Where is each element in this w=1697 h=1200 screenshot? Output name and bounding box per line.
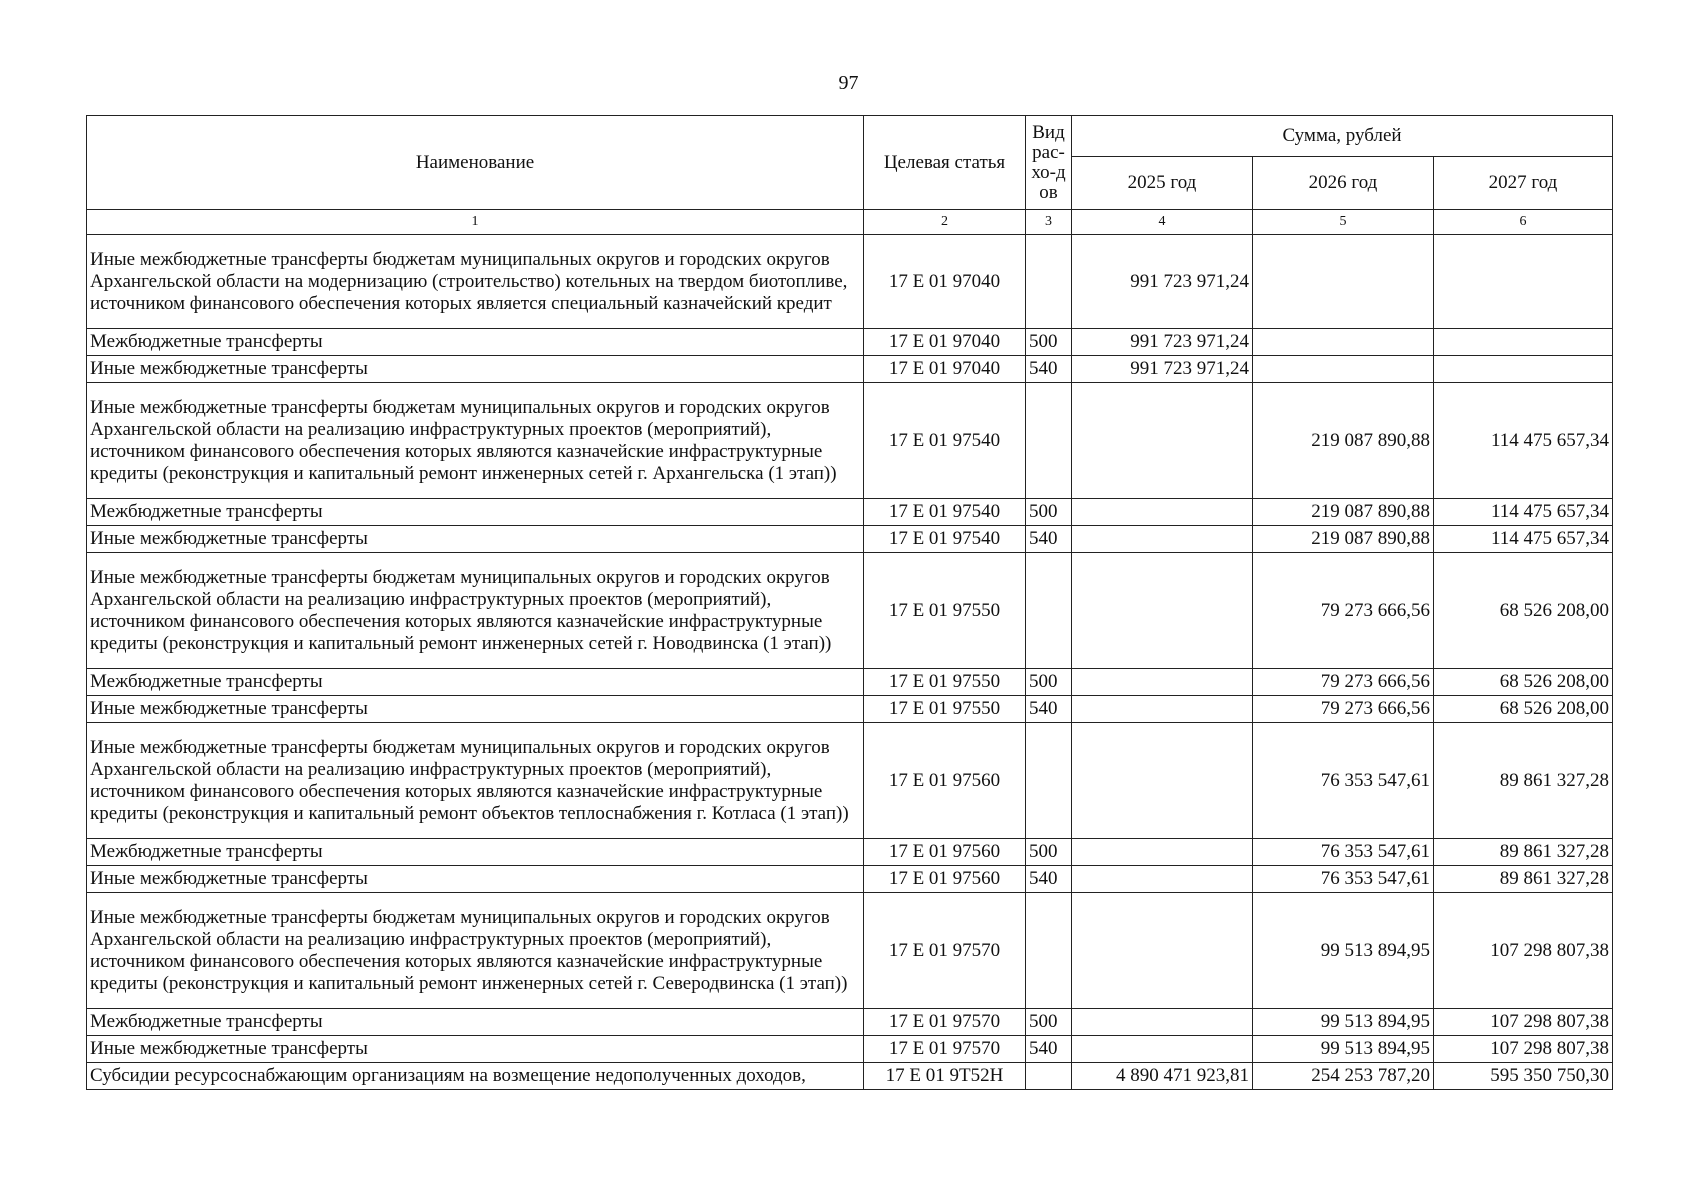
row-name: Межбюджетные трансферты xyxy=(87,499,864,526)
table-row xyxy=(87,235,1613,329)
column-number: 4 xyxy=(1072,210,1253,235)
header-year-2025: 2025 год xyxy=(1072,157,1253,210)
row-amount-2026: 79 273 666,56 xyxy=(1253,553,1434,669)
row-amount-2025: 991 723 971,24 xyxy=(1072,329,1253,356)
table-row xyxy=(87,1009,1613,1036)
row-amount-2025 xyxy=(1072,723,1253,839)
row-expense-kind: 540 xyxy=(1026,866,1072,893)
row-target-code: 17 Е 01 97570 xyxy=(864,893,1026,1009)
row-expense-kind xyxy=(1026,893,1072,1009)
header-year-2026: 2026 год xyxy=(1253,157,1434,210)
table-row xyxy=(87,356,1613,383)
row-target-code: 17 Е 01 97560 xyxy=(864,723,1026,839)
table-row xyxy=(87,723,1613,839)
row-amount-2027: 68 526 208,00 xyxy=(1434,553,1613,669)
row-amount-2025: 4 890 471 923,81 xyxy=(1072,1063,1253,1090)
column-numbers-row xyxy=(87,210,1613,235)
row-name: Иные межбюджетные трансферты бюджетам муниципальных округов и городских округов Архангельской области на реализацию инфраструктурных проектов (мероприятий), источником финансового обеспечения которых являются казначейские инфраструктурные кредиты (реконструкция и капитальный ремонт инженерных сетей г. Северодвинска (1 этап)) xyxy=(87,893,864,1009)
row-amount-2027: 68 526 208,00 xyxy=(1434,696,1613,723)
row-target-code: 17 Е 01 97040 xyxy=(864,235,1026,329)
table-row xyxy=(87,839,1613,866)
budget-table xyxy=(86,115,1613,1090)
table-row xyxy=(87,526,1613,553)
row-expense-kind: 500 xyxy=(1026,1009,1072,1036)
header-name: Наименование xyxy=(87,116,864,210)
row-amount-2027 xyxy=(1434,329,1613,356)
table-row xyxy=(87,866,1613,893)
table-row xyxy=(87,383,1613,499)
row-target-code: 17 Е 01 97570 xyxy=(864,1036,1026,1063)
row-expense-kind: 500 xyxy=(1026,839,1072,866)
row-amount-2026: 219 087 890,88 xyxy=(1253,499,1434,526)
row-amount-2025 xyxy=(1072,1009,1253,1036)
row-amount-2025 xyxy=(1072,866,1253,893)
row-target-code: 17 Е 01 97540 xyxy=(864,526,1026,553)
row-target-code: 17 Е 01 97570 xyxy=(864,1009,1026,1036)
row-amount-2026: 76 353 547,61 xyxy=(1253,866,1434,893)
row-name: Иные межбюджетные трансферты бюджетам муниципальных округов и городских округов Архангельской области на реализацию инфраструктурных проектов (мероприятий), источником финансового обеспечения которых являются казначейские инфраструктурные кредиты (реконструкция и капитальный ремонт объектов теплоснабжения г. Котласа (1 этап)) xyxy=(87,723,864,839)
row-name: Иные межбюджетные трансферты xyxy=(87,1036,864,1063)
row-amount-2026: 99 513 894,95 xyxy=(1253,1009,1434,1036)
row-amount-2025 xyxy=(1072,383,1253,499)
table-row xyxy=(87,893,1613,1009)
column-number: 1 xyxy=(87,210,864,235)
row-amount-2026: 99 513 894,95 xyxy=(1253,893,1434,1009)
row-amount-2027: 595 350 750,30 xyxy=(1434,1063,1613,1090)
row-amount-2027: 89 861 327,28 xyxy=(1434,839,1613,866)
table-row xyxy=(87,1063,1613,1090)
row-name: Межбюджетные трансферты xyxy=(87,839,864,866)
row-amount-2026: 79 273 666,56 xyxy=(1253,669,1434,696)
column-number: 2 xyxy=(864,210,1026,235)
row-expense-kind xyxy=(1026,235,1072,329)
row-name: Субсидии ресурсоснабжающим организациям на возмещение недополученных доходов, xyxy=(87,1063,864,1090)
row-amount-2025 xyxy=(1072,499,1253,526)
row-amount-2025: 991 723 971,24 xyxy=(1072,356,1253,383)
row-target-code: 17 Е 01 97540 xyxy=(864,499,1026,526)
row-name: Иные межбюджетные трансферты xyxy=(87,696,864,723)
page-number: 97 xyxy=(838,72,859,94)
row-target-code: 17 Е 01 97560 xyxy=(864,866,1026,893)
row-name: Иные межбюджетные трансферты xyxy=(87,526,864,553)
row-amount-2027: 107 298 807,38 xyxy=(1434,893,1613,1009)
row-name: Межбюджетные трансферты xyxy=(87,669,864,696)
row-target-code: 17 Е 01 97550 xyxy=(864,696,1026,723)
row-amount-2027: 89 861 327,28 xyxy=(1434,723,1613,839)
row-expense-kind xyxy=(1026,383,1072,499)
row-amount-2026: 219 087 890,88 xyxy=(1253,383,1434,499)
column-number: 3 xyxy=(1026,210,1072,235)
header-target-article: Целевая статья xyxy=(864,116,1026,210)
row-amount-2026: 76 353 547,61 xyxy=(1253,839,1434,866)
row-amount-2025 xyxy=(1072,839,1253,866)
row-name: Межбюджетные трансферты xyxy=(87,329,864,356)
row-name: Иные межбюджетные трансферты бюджетам муниципальных округов и городских округов Архангельской области на реализацию инфраструктурных проектов (мероприятий), источником финансового обеспечения которых являются казначейские инфраструктурные кредиты (реконструкция и капитальный ремонт инженерных сетей г. Новодвинска (1 этап)) xyxy=(87,553,864,669)
row-expense-kind: 540 xyxy=(1026,696,1072,723)
row-target-code: 17 Е 01 97540 xyxy=(864,383,1026,499)
row-expense-kind: 500 xyxy=(1026,499,1072,526)
row-amount-2026: 219 087 890,88 xyxy=(1253,526,1434,553)
row-amount-2027: 107 298 807,38 xyxy=(1434,1009,1613,1036)
row-amount-2026 xyxy=(1253,329,1434,356)
row-amount-2025 xyxy=(1072,696,1253,723)
row-amount-2025 xyxy=(1072,893,1253,1009)
table-row xyxy=(87,329,1613,356)
row-target-code: 17 Е 01 97550 xyxy=(864,553,1026,669)
row-target-code: 17 Е 01 97550 xyxy=(864,669,1026,696)
row-amount-2027: 89 861 327,28 xyxy=(1434,866,1613,893)
row-expense-kind: 540 xyxy=(1026,1036,1072,1063)
row-expense-kind xyxy=(1026,553,1072,669)
row-amount-2026: 99 513 894,95 xyxy=(1253,1036,1434,1063)
row-amount-2025 xyxy=(1072,526,1253,553)
row-amount-2026: 254 253 787,20 xyxy=(1253,1063,1434,1090)
row-amount-2027: 107 298 807,38 xyxy=(1434,1036,1613,1063)
row-amount-2025: 991 723 971,24 xyxy=(1072,235,1253,329)
row-target-code: 17 Е 01 97560 xyxy=(864,839,1026,866)
header-expense-kind-label: Вид рас-хо-дов xyxy=(1031,121,1066,203)
table-row xyxy=(87,669,1613,696)
row-amount-2027: 114 475 657,34 xyxy=(1434,526,1613,553)
row-amount-2025 xyxy=(1072,1036,1253,1063)
column-number: 6 xyxy=(1434,210,1613,235)
table-row xyxy=(87,499,1613,526)
row-name: Межбюджетные трансферты xyxy=(87,1009,864,1036)
row-amount-2026: 76 353 547,61 xyxy=(1253,723,1434,839)
header-expense-kind xyxy=(1026,116,1072,210)
row-target-code: 17 Е 01 97040 xyxy=(864,329,1026,356)
row-expense-kind: 540 xyxy=(1026,356,1072,383)
row-name: Иные межбюджетные трансферты бюджетам муниципальных округов и городских округов Архангельской области на реализацию инфраструктурных проектов (мероприятий), источником финансового обеспечения которых являются казначейские инфраструктурные кредиты (реконструкция и капитальный ремонт инженерных сетей г. Архангельска (1 этап)) xyxy=(87,383,864,499)
row-amount-2026 xyxy=(1253,356,1434,383)
row-name: Иные межбюджетные трансферты xyxy=(87,356,864,383)
table-row xyxy=(87,553,1613,669)
table-row xyxy=(87,696,1613,723)
row-amount-2027 xyxy=(1434,356,1613,383)
row-expense-kind: 500 xyxy=(1026,669,1072,696)
table-row xyxy=(87,1036,1613,1063)
row-expense-kind: 500 xyxy=(1026,329,1072,356)
row-expense-kind xyxy=(1026,1063,1072,1090)
row-amount-2027 xyxy=(1434,235,1613,329)
header-year-2027: 2027 год xyxy=(1434,157,1613,210)
column-number: 5 xyxy=(1253,210,1434,235)
row-expense-kind: 540 xyxy=(1026,526,1072,553)
row-amount-2026 xyxy=(1253,235,1434,329)
row-target-code: 17 Е 01 97040 xyxy=(864,356,1026,383)
row-name: Иные межбюджетные трансферты бюджетам муниципальных округов и городских округов Архангельской области на модернизацию (строительство) котельных на твердом биотопливе, источником финансового обеспечения которых является специальный казначейский кредит xyxy=(87,235,864,329)
row-name: Иные межбюджетные трансферты xyxy=(87,866,864,893)
row-target-code: 17 Е 01 9Т52Н xyxy=(864,1063,1026,1090)
row-expense-kind xyxy=(1026,723,1072,839)
row-amount-2027: 114 475 657,34 xyxy=(1434,499,1613,526)
row-amount-2025 xyxy=(1072,553,1253,669)
row-amount-2025 xyxy=(1072,669,1253,696)
row-amount-2027: 114 475 657,34 xyxy=(1434,383,1613,499)
row-amount-2026: 79 273 666,56 xyxy=(1253,696,1434,723)
header-sum: Сумма, рублей xyxy=(1072,116,1613,157)
row-amount-2027: 68 526 208,00 xyxy=(1434,669,1613,696)
